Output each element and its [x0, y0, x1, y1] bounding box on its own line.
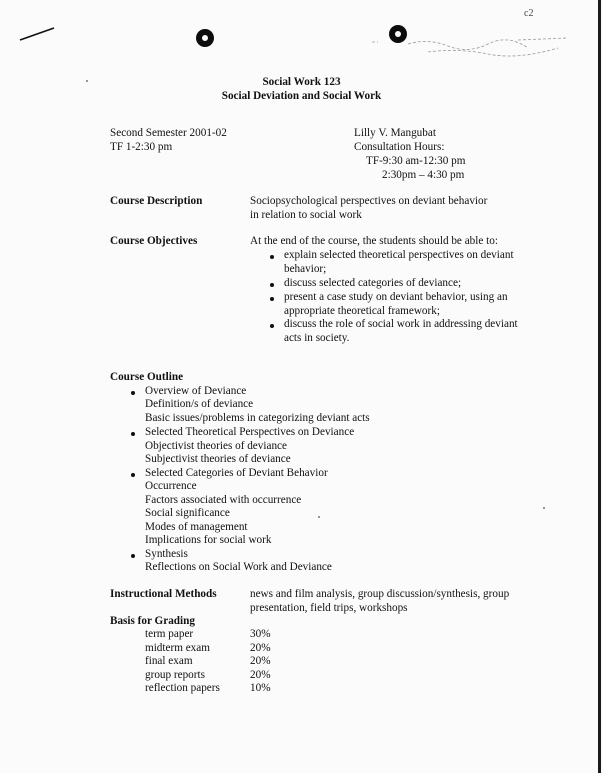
outline-subitem: Reflections on Social Work and Deviance	[145, 561, 332, 573]
outline-subitem: Occurrence	[145, 480, 197, 492]
description-line: in relation to social work	[250, 209, 362, 221]
objective-item-cont: acts in society.	[284, 332, 350, 344]
description-label: Course Description	[110, 195, 203, 207]
outline-subitem: Definition/s of deviance	[145, 398, 254, 410]
objective-item-cont: appropriate theoretical framework;	[284, 305, 440, 317]
methods-line: news and film analysis, group discussion/synthesis, group	[250, 588, 510, 600]
consultation-hours-2: 2:30pm – 4:30 pm	[382, 169, 465, 181]
outline-section: Overview of Deviance	[145, 385, 247, 397]
consultation-hours-1: TF-9:30 am-12:30 pm	[366, 155, 466, 167]
bullet-icon	[131, 391, 135, 395]
outline-subitem: Modes of management	[145, 521, 248, 533]
objective-item: explain selected theoretical perspectives on deviant	[284, 249, 514, 261]
bullet-icon	[131, 473, 135, 477]
grading-item: group reports	[145, 669, 205, 681]
objective-item: discuss the role of social work in addressing deviant	[284, 318, 518, 330]
objective-item: present a case study on deviant behavior, using an	[284, 291, 508, 303]
grading-percent: 20%	[250, 669, 271, 681]
objectives-label: Course Objectives	[110, 235, 198, 247]
semester: Second Semester 2001-02	[110, 127, 227, 139]
grading-item: reflection papers	[145, 682, 220, 694]
methods-line: presentation, field trips, workshops	[250, 602, 408, 614]
grading-percent: 20%	[250, 642, 271, 654]
bullet-icon	[131, 554, 135, 558]
outline-subitem: Subjectivist theories of deviance	[145, 453, 291, 465]
description-line: Sociopsychological perspectives on deviant behavior	[250, 195, 488, 207]
outline-subitem: Implications for social work	[145, 534, 272, 546]
bullet-icon	[270, 297, 274, 301]
bullet-icon	[270, 255, 274, 259]
outline-subitem: Objectivist theories of deviance	[145, 440, 287, 452]
objective-item: discuss selected categories of deviance;	[284, 277, 462, 289]
bullet-icon	[270, 283, 274, 287]
outline-label: Course Outline	[110, 371, 184, 383]
bullet-icon	[131, 432, 135, 436]
faint-handwriting-mark	[368, 30, 578, 60]
grading-item: term paper	[145, 628, 194, 640]
instructor-name: Lilly V. Mangubat	[354, 127, 436, 139]
pen-stroke-mark	[18, 24, 58, 44]
punch-hole-left	[196, 29, 214, 47]
outline-section: Selected Categories of Deviant Behavior	[145, 467, 328, 479]
objective-item-cont: behavior;	[284, 263, 327, 275]
grading-label: Basis for Grading	[110, 615, 195, 627]
outline-subitem: Factors associated with occurrence	[145, 494, 302, 506]
grading-item: final exam	[145, 655, 193, 667]
objectives-intro: At the end of the course, the students should be able to:	[250, 235, 498, 247]
methods-label: Instructional Methods	[110, 588, 217, 600]
outline-section: Selected Theoretical Perspectives on Deviance	[145, 426, 355, 438]
grading-percent: 10%	[250, 682, 271, 694]
scan-edge	[598, 0, 601, 773]
speck	[543, 507, 545, 509]
course-title: Social Work 123	[262, 76, 341, 88]
grading-item: midterm exam	[145, 642, 210, 654]
corner-mark: c2	[524, 8, 534, 19]
grading-percent: 30%	[250, 628, 271, 640]
outline-subitem: Social significance	[145, 507, 230, 519]
speck	[318, 516, 320, 518]
outline-subitem: Basic issues/problems in categorizing deviant acts	[145, 412, 370, 424]
course-subtitle: Social Deviation and Social Work	[221, 90, 382, 102]
bullet-icon	[270, 324, 274, 328]
grading-percent: 20%	[250, 655, 271, 667]
consultation-label: Consultation Hours:	[354, 141, 445, 153]
class-schedule: TF 1-2:30 pm	[110, 141, 173, 153]
outline-section: Synthesis	[145, 548, 188, 560]
